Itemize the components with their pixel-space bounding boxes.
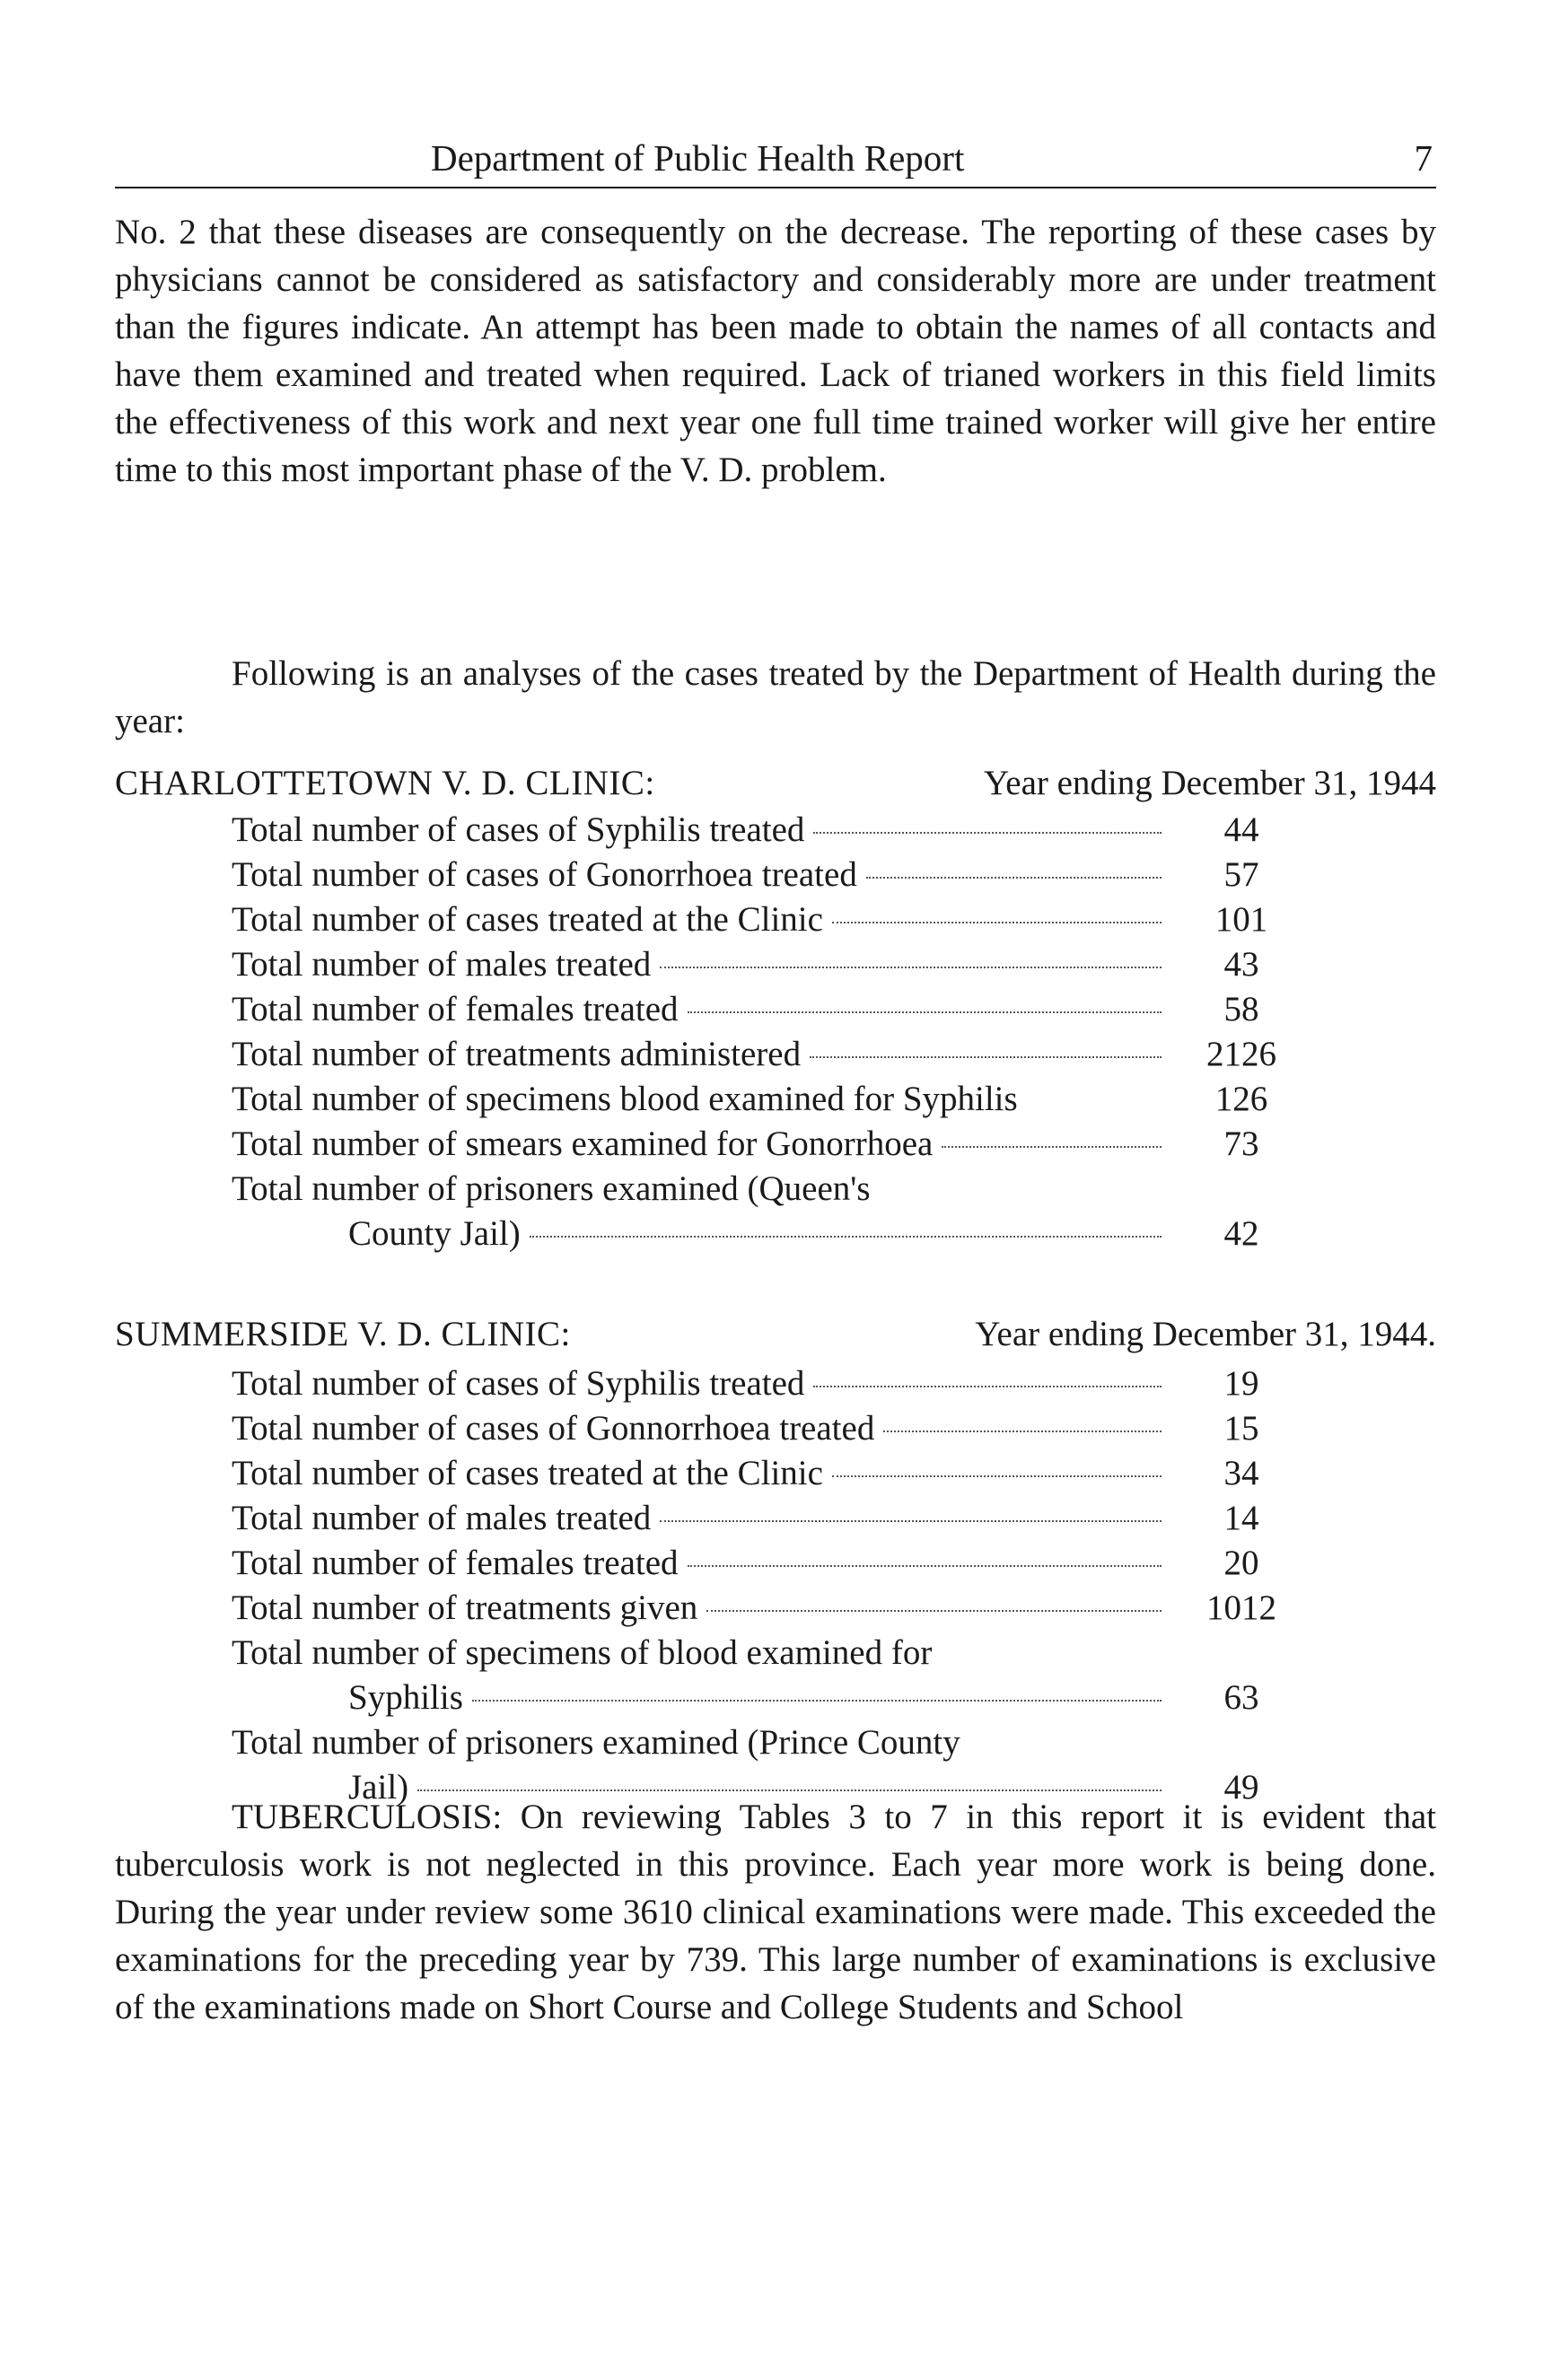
stat-value: 19	[1223, 1364, 1259, 1403]
dot-leader	[942, 1146, 1162, 1148]
stat-row	[232, 1586, 1309, 1631]
stat-label: Total number of cases of Syphilis treated	[232, 810, 805, 849]
stat-label: Total number of specimens blood examined for Syphilis	[232, 1080, 1018, 1118]
stat-value: 42	[1223, 1214, 1259, 1253]
stat-row	[232, 1720, 1309, 1765]
paragraph-vd-reporting: No. 2 that these diseases are consequently on the decrease. The reporting of these cases by physicians cannot be considered as satisfactory and considerably more are under treatment than the figures indicate. An attempt has been made to obtain the names of all contacts and have them examined and treated when required. Lack of trianed workers in this field limits the effectiveness of this work and next year one full time trained worker will give her entire time to this most important phase of the V. D. problem.	[115, 213, 1436, 489]
stat-value: 101	[1214, 900, 1268, 939]
stat-row	[232, 897, 1309, 942]
stat-label: Total number of cases of Syphilis treated	[232, 1364, 805, 1403]
paragraph-tuberculosis: TUBERCULOSIS: On reviewing Tables 3 to 7 in this report it is evident that tuberculosis work is not neglected in this province. Each year more work is being done. During the year under review some 3610 clinical examinations were made. This exceeded the examinations for the preceding year by 739. This large number of examinations is exclusive of the examinations made on Short Course and College Students and School	[115, 1798, 1436, 2026]
stat-label: Total number of treatments administered	[232, 1035, 802, 1073]
stat-row	[232, 1122, 1309, 1167]
stat-label: Total number of smears examined for Gonorrhoea	[232, 1124, 934, 1163]
stat-value: 63	[1223, 1678, 1259, 1717]
stat-row	[232, 1077, 1309, 1122]
dot-leader	[866, 877, 1162, 879]
stat-value: 57	[1223, 855, 1259, 894]
clinic-year: Year ending December 31, 1944.	[975, 1315, 1436, 1353]
dot-leader	[810, 1056, 1162, 1058]
stat-label-cont: County Jail)	[348, 1214, 521, 1253]
stat-row-continuation	[232, 1676, 1309, 1720]
charlottetown-stats-list	[232, 808, 1309, 1256]
stat-value: 43	[1223, 945, 1259, 984]
dot-leader	[813, 1386, 1162, 1387]
stat-value: 49	[1223, 1768, 1259, 1807]
stat-label-cont: Jail)	[348, 1768, 409, 1807]
stat-row-continuation	[232, 1212, 1309, 1256]
stat-label: Total number of males treated	[232, 1499, 652, 1537]
stat-row	[232, 942, 1309, 987]
stat-label: Total number of cases of Gonorrhoea treated	[232, 855, 857, 894]
stat-row	[232, 1032, 1309, 1077]
clinic-year: Year ending December 31, 1944	[984, 764, 1436, 802]
dot-leader	[417, 1789, 1162, 1791]
dot-leader	[472, 1700, 1162, 1702]
stat-row	[232, 1167, 1309, 1212]
stat-value: 73	[1223, 1124, 1259, 1163]
dot-leader	[813, 832, 1162, 834]
stat-row	[232, 853, 1309, 897]
paragraph-analyses-intro: Following is an analyses of the cases treated by the Department of Health during the year:	[115, 654, 1436, 740]
stat-row	[232, 1451, 1309, 1496]
stat-row	[232, 808, 1309, 853]
clinic-name: CHARLOTTETOWN V. D. CLINIC:	[115, 764, 655, 802]
dot-leader	[660, 967, 1162, 968]
dot-leader	[660, 1520, 1162, 1522]
dot-leader	[832, 922, 1162, 923]
stat-label: Total number of cases treated at the Clinic	[232, 900, 823, 939]
stat-value: 14	[1223, 1499, 1259, 1537]
stat-value: 20	[1223, 1544, 1259, 1582]
dot-leader	[688, 1011, 1162, 1013]
dot-leader	[706, 1610, 1162, 1612]
stat-label: Total number of females treated	[232, 1544, 679, 1582]
stat-row	[232, 987, 1309, 1032]
dot-leader	[688, 1565, 1162, 1567]
stat-label: Total number of cases of Gonnorrhoea treated	[232, 1409, 875, 1448]
stat-label: Total number of prisoners examined (Queen's	[232, 1169, 871, 1208]
stat-label: Total number of treatments given	[232, 1588, 698, 1627]
stat-row	[232, 1541, 1309, 1586]
stat-value: 1012	[1206, 1588, 1276, 1627]
stat-row	[232, 1496, 1309, 1541]
page-header	[115, 133, 1436, 188]
stat-label-cont: Syphilis	[348, 1678, 463, 1717]
stat-value: 44	[1223, 810, 1259, 849]
stat-label: Total number of prisoners examined (Prince County	[232, 1723, 960, 1762]
stat-value: 34	[1223, 1454, 1259, 1492]
stat-label: Total number of males treated	[232, 945, 652, 984]
summerside-stats-list	[232, 1361, 1309, 1810]
report-title: Department of Public Health Report	[431, 137, 965, 179]
dot-leader	[832, 1475, 1162, 1477]
stat-label: Total number of specimens of blood examined for	[232, 1633, 933, 1672]
clinic-name: SUMMERSIDE V. D. CLINIC:	[115, 1315, 571, 1353]
stat-label: Total number of females treated	[232, 990, 679, 1028]
stat-value: 126	[1214, 1080, 1268, 1118]
stat-label: Total number of cases treated at the Clinic	[232, 1454, 823, 1492]
dot-leader	[530, 1236, 1162, 1238]
stat-row	[232, 1631, 1309, 1676]
stat-row	[232, 1406, 1309, 1451]
stat-value: 15	[1223, 1409, 1259, 1448]
dot-leader	[883, 1431, 1162, 1432]
stat-value: 58	[1223, 990, 1259, 1028]
page-number: 7	[1414, 137, 1433, 179]
stat-row	[232, 1361, 1309, 1406]
stat-value: 2126	[1206, 1035, 1276, 1073]
